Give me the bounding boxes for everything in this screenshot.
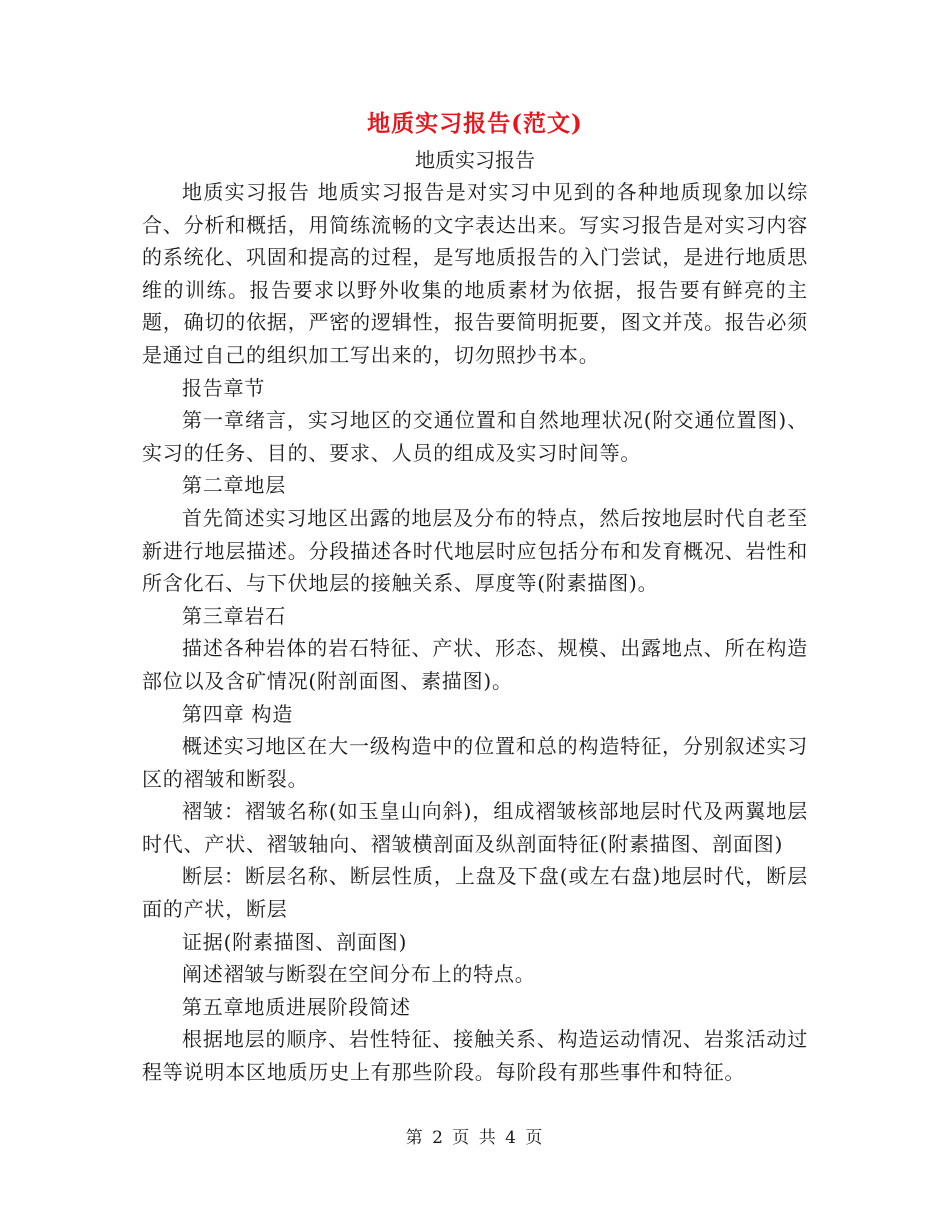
section-heading-chapters: 报告章节: [182, 375, 266, 400]
paragraph-fault-evidence: 证据(附素描图、剖面图): [182, 929, 408, 954]
paragraph-folds: 褶皱：褶皱名称(如玉皇山向斜)，组成褶皱核部地层时代及两翼地层时代、产状、褶皱轴向、褶皱横剖面及纵剖面特征(附素描图、剖面图): [142, 799, 808, 856]
paragraph-structure-overview: 概述实习地区在大一级构造中的位置和总的构造特征，分别叙述实习区的褶皱和断裂。: [142, 734, 808, 791]
page-number-footer: 第 2 页 共 4 页: [405, 1128, 545, 1148]
paragraph-spatial-distribution: 阐述褶皱与断裂在空间分布上的特点。: [182, 962, 536, 987]
paragraph-rocks: 描述各种岩体的岩石特征、产状、形态、规模、出露地点、所在构造部位以及含矿情况(附剖面图、素描图)。: [142, 636, 808, 693]
section-heading-chapter-4: 第四章 构造: [182, 701, 294, 726]
paragraph-geologic-history: 根据地层的顺序、岩性特征、接触关系、构造运动情况、岩浆活动过程等说明本区地质历史上有那些阶段。每阶段有那些事件和特征。: [142, 1027, 808, 1085]
section-heading-chapter-2: 第二章地层: [182, 473, 286, 498]
section-heading-chapter-3: 第三章岩石: [182, 603, 286, 628]
document-subtitle: 地质实习报告: [415, 148, 535, 172]
document-title: 地质实习报告(范文): [367, 110, 583, 137]
document-page: [142, 104, 808, 1089]
paragraph-strata: 首先简述实习地区出露的地层及分布的特点，然后按地层时代自老至新进行地层描述。分段描述各时代地层时应包括分布和发育概况、岩性和所含化石、与下伏地层的接触关系、厚度等(附素描图)。: [142, 505, 808, 596]
paragraph-intro: 地质实习报告 地质实习报告是对实习中见到的各种地质现象加以综合、分析和概括，用简练流畅的文字表达出来。写实习报告是对实习内容的系统化、巩固和提高的过程，是写地质报告的入门尝试，是进行地质思维的训练。报告要求以野外收集的地质素材为依据，报告要有鲜亮的主题，确切的依据，严密的逻辑性，报告要简明扼要，图文并茂。报告必须是通过自己的组织加工写出来的，切勿照抄书本。: [142, 180, 808, 367]
paragraph-chapter-1: 第一章绪言，实习地区的交通位置和自然地理状况(附交通位置图)、实习的任务、目的、要求、人员的组成及实习时间等。: [142, 408, 808, 465]
section-heading-chapter-5: 第五章地质进展阶段简述: [182, 994, 411, 1019]
paragraph-faults: 断层：断层名称、断层性质，上盘及下盘(或左右盘)地层时代，断层面的产状，断层: [142, 864, 808, 922]
